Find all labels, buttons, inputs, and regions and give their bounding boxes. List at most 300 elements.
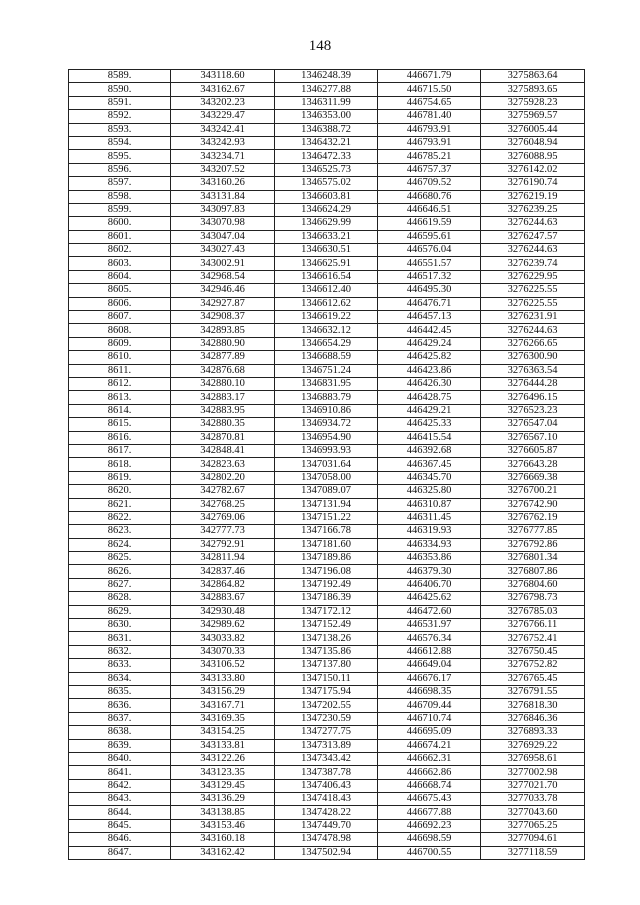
value-cell-1: 342880.10 [171,377,275,390]
value-cell-1: 342768.25 [171,498,275,511]
value-cell-4: 3276300.90 [481,351,585,364]
value-cell-1: 342880.90 [171,337,275,350]
table-row [69,70,585,83]
value-cell-4: 3276742.90 [481,498,585,511]
value-cell-4: 3277002.98 [481,766,585,779]
value-cell-4: 3276792.86 [481,538,585,551]
value-cell-2: 1347277.75 [275,726,378,739]
table-row [69,244,585,257]
value-cell-4: 3276266.65 [481,337,585,350]
table-row [69,659,585,672]
value-cell-3: 446695.09 [378,726,481,739]
value-cell-1: 343133.81 [171,739,275,752]
value-cell-1: 343169.35 [171,712,275,725]
value-cell-4: 3276244.63 [481,244,585,257]
value-cell-3: 446785.21 [378,150,481,163]
value-cell-2: 1346388.72 [275,123,378,136]
point-number-cell: 8644. [69,806,171,819]
value-cell-2: 1346654.29 [275,337,378,350]
point-number-cell: 8620. [69,485,171,498]
value-cell-2: 1346619.22 [275,311,378,324]
value-cell-4: 3277043.60 [481,806,585,819]
coordinates-table-body [69,70,585,860]
value-cell-4: 3276846.36 [481,712,585,725]
value-cell-2: 1347202.55 [275,699,378,712]
value-cell-1: 342876.68 [171,364,275,377]
table-row [69,672,585,685]
value-cell-4: 3276893.33 [481,726,585,739]
value-cell-4: 3275893.65 [481,83,585,96]
table-row [69,605,585,618]
table-row [69,525,585,538]
value-cell-2: 1346633.21 [275,230,378,243]
value-cell-1: 342968.54 [171,270,275,283]
value-cell-3: 446423.86 [378,364,481,377]
value-cell-3: 446426.30 [378,377,481,390]
value-cell-1: 343229.47 [171,110,275,123]
point-number-cell: 8606. [69,297,171,310]
value-cell-4: 3276219.19 [481,190,585,203]
value-cell-2: 1347150.11 [275,672,378,685]
value-cell-2: 1346954.90 [275,431,378,444]
point-number-cell: 8636. [69,699,171,712]
value-cell-2: 1347031.64 [275,458,378,471]
value-cell-4: 3277094.61 [481,833,585,846]
value-cell-4: 3277021.70 [481,779,585,792]
value-cell-2: 1347192.49 [275,578,378,591]
value-cell-4: 3276791.55 [481,685,585,698]
value-cell-2: 1346624.29 [275,203,378,216]
value-cell-1: 343136.29 [171,793,275,806]
table-row [69,699,585,712]
value-cell-3: 446576.34 [378,632,481,645]
value-cell-4: 3275863.64 [481,70,585,83]
value-cell-4: 3276929.22 [481,739,585,752]
value-cell-1: 342792.91 [171,538,275,551]
point-number-cell: 8594. [69,136,171,149]
value-cell-1: 343202.23 [171,96,275,109]
value-cell-3: 446675.43 [378,793,481,806]
value-cell-3: 446793.91 [378,123,481,136]
value-cell-4: 3277033.78 [481,793,585,806]
table-row [69,110,585,123]
value-cell-4: 3275928.23 [481,96,585,109]
point-number-cell: 8598. [69,190,171,203]
value-cell-1: 343002.91 [171,257,275,270]
value-cell-4: 3276142.02 [481,163,585,176]
table-row [69,257,585,270]
point-number-cell: 8632. [69,645,171,658]
table-row [69,123,585,136]
value-cell-1: 343027.43 [171,244,275,257]
point-number-cell: 8619. [69,471,171,484]
value-cell-1: 343131.84 [171,190,275,203]
value-cell-4: 3276700.21 [481,485,585,498]
value-cell-4: 3276231.91 [481,311,585,324]
table-row [69,163,585,176]
table-row [69,217,585,230]
value-cell-4: 3276244.63 [481,217,585,230]
value-cell-2: 1347181.60 [275,538,378,551]
value-cell-3: 446406.70 [378,578,481,591]
value-cell-1: 342880.35 [171,418,275,431]
value-cell-4: 3276762.19 [481,511,585,524]
value-cell-2: 1347478.98 [275,833,378,846]
value-cell-1: 343167.71 [171,699,275,712]
value-cell-2: 1346616.54 [275,270,378,283]
table-row [69,779,585,792]
value-cell-4: 3276798.73 [481,592,585,605]
value-cell-1: 342946.46 [171,284,275,297]
value-cell-1: 343122.26 [171,752,275,765]
point-number-cell: 8640. [69,752,171,765]
value-cell-4: 3276005.44 [481,123,585,136]
point-number-cell: 8618. [69,458,171,471]
table-row [69,458,585,471]
value-cell-3: 446392.68 [378,444,481,457]
value-cell-2: 1347406.43 [275,779,378,792]
value-cell-2: 1346432.21 [275,136,378,149]
table-row [69,485,585,498]
value-cell-2: 1346934.72 [275,418,378,431]
value-cell-1: 343123.35 [171,766,275,779]
value-cell-3: 446668.74 [378,779,481,792]
table-row [69,96,585,109]
coordinates-table [68,69,585,860]
value-cell-1: 343154.25 [171,726,275,739]
value-cell-4: 3277118.59 [481,846,585,859]
table-row [69,471,585,484]
table-row [69,565,585,578]
value-cell-2: 1347502.94 [275,846,378,859]
value-cell-3: 446595.61 [378,230,481,243]
table-row [69,806,585,819]
value-cell-2: 1346993.93 [275,444,378,457]
table-row [69,552,585,565]
value-cell-3: 446715.50 [378,83,481,96]
value-cell-1: 343242.93 [171,136,275,149]
value-cell-2: 1347166.78 [275,525,378,538]
value-cell-2: 1347418.43 [275,793,378,806]
point-number-cell: 8605. [69,284,171,297]
point-number-cell: 8622. [69,511,171,524]
point-number-cell: 8623. [69,525,171,538]
value-cell-2: 1346277.88 [275,83,378,96]
value-cell-3: 446428.75 [378,391,481,404]
value-cell-2: 1347151.22 [275,511,378,524]
value-cell-3: 446425.62 [378,592,481,605]
value-cell-2: 1346883.79 [275,391,378,404]
value-cell-3: 446429.21 [378,404,481,417]
value-cell-3: 446649.04 [378,659,481,672]
point-number-cell: 8602. [69,244,171,257]
table-row [69,431,585,444]
point-number-cell: 8621. [69,498,171,511]
point-number-cell: 8628. [69,592,171,605]
table-row [69,418,585,431]
value-cell-4: 3276225.55 [481,284,585,297]
point-number-cell: 8646. [69,833,171,846]
point-number-cell: 8610. [69,351,171,364]
value-cell-1: 343242.41 [171,123,275,136]
value-cell-3: 446662.86 [378,766,481,779]
value-cell-4: 3276239.74 [481,257,585,270]
point-number-cell: 8601. [69,230,171,243]
value-cell-4: 3276669.38 [481,471,585,484]
value-cell-3: 446495.30 [378,284,481,297]
value-cell-1: 343097.83 [171,203,275,216]
value-cell-3: 446698.59 [378,833,481,846]
point-number-cell: 8633. [69,659,171,672]
value-cell-4: 3276363.54 [481,364,585,377]
value-cell-4: 3276048.94 [481,136,585,149]
value-cell-3: 446367.45 [378,458,481,471]
table-row [69,391,585,404]
table-row [69,270,585,283]
table-row [69,819,585,832]
point-number-cell: 8638. [69,726,171,739]
value-cell-1: 343133.80 [171,672,275,685]
value-cell-1: 342864.82 [171,578,275,591]
point-number-cell: 8603. [69,257,171,270]
value-cell-1: 343153.46 [171,819,275,832]
table-row [69,311,585,324]
table-row [69,578,585,591]
value-cell-4: 3276801.34 [481,552,585,565]
value-cell-2: 1346630.51 [275,244,378,257]
value-cell-4: 3276766.11 [481,619,585,632]
value-cell-1: 342877.89 [171,351,275,364]
value-cell-4: 3276496.15 [481,391,585,404]
table-row [69,284,585,297]
value-cell-4: 3276785.03 [481,605,585,618]
value-cell-2: 1347135.86 [275,645,378,658]
value-cell-3: 446674.21 [378,739,481,752]
value-cell-1: 342883.17 [171,391,275,404]
value-cell-2: 1347058.00 [275,471,378,484]
value-cell-2: 1346629.99 [275,217,378,230]
table-row [69,297,585,310]
value-cell-1: 343160.26 [171,177,275,190]
point-number-cell: 8611. [69,364,171,377]
value-cell-3: 446551.57 [378,257,481,270]
value-cell-2: 1346831.95 [275,377,378,390]
value-cell-1: 342782.67 [171,485,275,498]
value-cell-4: 3276752.41 [481,632,585,645]
value-cell-2: 1347313.89 [275,739,378,752]
point-number-cell: 8634. [69,672,171,685]
table-row [69,377,585,390]
value-cell-4: 3276088.95 [481,150,585,163]
value-cell-3: 446425.82 [378,351,481,364]
value-cell-4: 3276523.23 [481,404,585,417]
value-cell-1: 343156.29 [171,685,275,698]
point-number-cell: 8624. [69,538,171,551]
value-cell-3: 446662.31 [378,752,481,765]
point-number-cell: 8647. [69,846,171,859]
value-cell-3: 446793.91 [378,136,481,149]
value-cell-4: 3276605.87 [481,444,585,457]
value-cell-1: 342883.67 [171,592,275,605]
value-cell-4: 3277065.25 [481,819,585,832]
value-cell-4: 3276777.85 [481,525,585,538]
point-number-cell: 8595. [69,150,171,163]
value-cell-2: 1347196.08 [275,565,378,578]
table-row [69,833,585,846]
point-number-cell: 8600. [69,217,171,230]
value-cell-3: 446676.17 [378,672,481,685]
value-cell-2: 1346603.81 [275,190,378,203]
value-cell-3: 446698.35 [378,685,481,698]
value-cell-1: 342908.37 [171,311,275,324]
value-cell-1: 342837.46 [171,565,275,578]
value-cell-3: 446576.04 [378,244,481,257]
point-number-cell: 8639. [69,739,171,752]
table-row [69,739,585,752]
point-number-cell: 8591. [69,96,171,109]
value-cell-1: 342777.73 [171,525,275,538]
point-number-cell: 8625. [69,552,171,565]
value-cell-1: 343129.45 [171,779,275,792]
value-cell-4: 3276244.63 [481,324,585,337]
value-cell-1: 342930.48 [171,605,275,618]
point-number-cell: 8635. [69,685,171,698]
point-number-cell: 8589. [69,70,171,83]
page-number: 148 [308,38,332,54]
value-cell-3: 446379.30 [378,565,481,578]
value-cell-4: 3276750.45 [481,645,585,658]
point-number-cell: 8631. [69,632,171,645]
point-number-cell: 8627. [69,578,171,591]
point-number-cell: 8630. [69,619,171,632]
point-number-cell: 8609. [69,337,171,350]
table-row [69,203,585,216]
value-cell-3: 446311.45 [378,511,481,524]
point-number-cell: 8604. [69,270,171,283]
value-cell-2: 1346472.33 [275,150,378,163]
value-cell-2: 1346910.86 [275,404,378,417]
value-cell-2: 1347449.70 [275,819,378,832]
value-cell-4: 3276444.28 [481,377,585,390]
value-cell-2: 1346248.39 [275,70,378,83]
value-cell-2: 1346632.12 [275,324,378,337]
value-cell-2: 1346575.02 [275,177,378,190]
value-cell-1: 343118.60 [171,70,275,83]
value-cell-4: 3276804.60 [481,578,585,591]
value-cell-3: 446700.55 [378,846,481,859]
table-row [69,364,585,377]
point-number-cell: 8616. [69,431,171,444]
point-number-cell: 8596. [69,163,171,176]
value-cell-1: 342989.62 [171,619,275,632]
value-cell-1: 342823.63 [171,458,275,471]
point-number-cell: 8614. [69,404,171,417]
value-cell-1: 343070.33 [171,645,275,658]
point-number-cell: 8612. [69,377,171,390]
value-cell-3: 446709.44 [378,699,481,712]
value-cell-4: 3276765.45 [481,672,585,685]
value-cell-2: 1346311.99 [275,96,378,109]
point-number-cell: 8597. [69,177,171,190]
value-cell-3: 446425.33 [378,418,481,431]
value-cell-1: 342927.87 [171,297,275,310]
table-row [69,351,585,364]
value-cell-3: 446612.88 [378,645,481,658]
value-cell-3: 446781.40 [378,110,481,123]
value-cell-4: 3276643.28 [481,458,585,471]
table-row [69,324,585,337]
table-row [69,726,585,739]
table-row [69,846,585,859]
value-cell-3: 446757.37 [378,163,481,176]
value-cell-3: 446754.65 [378,96,481,109]
value-cell-1: 342802.20 [171,471,275,484]
point-number-cell: 8645. [69,819,171,832]
value-cell-3: 446310.87 [378,498,481,511]
value-cell-3: 446319.93 [378,525,481,538]
table-row [69,177,585,190]
table-row [69,632,585,645]
point-number-cell: 8626. [69,565,171,578]
value-cell-1: 343162.42 [171,846,275,859]
value-cell-3: 446680.76 [378,190,481,203]
value-cell-1: 343106.52 [171,659,275,672]
table-row [69,404,585,417]
point-number-cell: 8592. [69,110,171,123]
value-cell-1: 342769.06 [171,511,275,524]
point-number-cell: 8629. [69,605,171,618]
table-row [69,752,585,765]
value-cell-3: 446646.51 [378,203,481,216]
value-cell-3: 446709.52 [378,177,481,190]
point-number-cell: 8593. [69,123,171,136]
value-cell-1: 343138.85 [171,806,275,819]
value-cell-2: 1347089.07 [275,485,378,498]
value-cell-3: 446472.60 [378,605,481,618]
value-cell-1: 343160.18 [171,833,275,846]
table-row [69,190,585,203]
table-row [69,538,585,551]
value-cell-4: 3276229.95 [481,270,585,283]
table-row [69,337,585,350]
value-cell-4: 3276818.30 [481,699,585,712]
value-cell-4: 3276547.04 [481,418,585,431]
value-cell-2: 1347343.42 [275,752,378,765]
table-row [69,592,585,605]
table-row [69,83,585,96]
value-cell-3: 446325.80 [378,485,481,498]
value-cell-1: 342883.95 [171,404,275,417]
point-number-cell: 8643. [69,793,171,806]
value-cell-4: 3276225.55 [481,297,585,310]
value-cell-3: 446334.93 [378,538,481,551]
value-cell-1: 342893.85 [171,324,275,337]
value-cell-2: 1346751.24 [275,364,378,377]
value-cell-3: 446677.88 [378,806,481,819]
table-row [69,619,585,632]
table-row [69,793,585,806]
value-cell-3: 446442.45 [378,324,481,337]
value-cell-1: 342811.94 [171,552,275,565]
value-cell-2: 1347186.39 [275,592,378,605]
value-cell-2: 1347131.94 [275,498,378,511]
point-number-cell: 8617. [69,444,171,457]
value-cell-4: 3276958.61 [481,752,585,765]
point-number-cell: 8590. [69,83,171,96]
value-cell-2: 1346353.00 [275,110,378,123]
value-cell-2: 1347428.22 [275,806,378,819]
point-number-cell: 8637. [69,712,171,725]
